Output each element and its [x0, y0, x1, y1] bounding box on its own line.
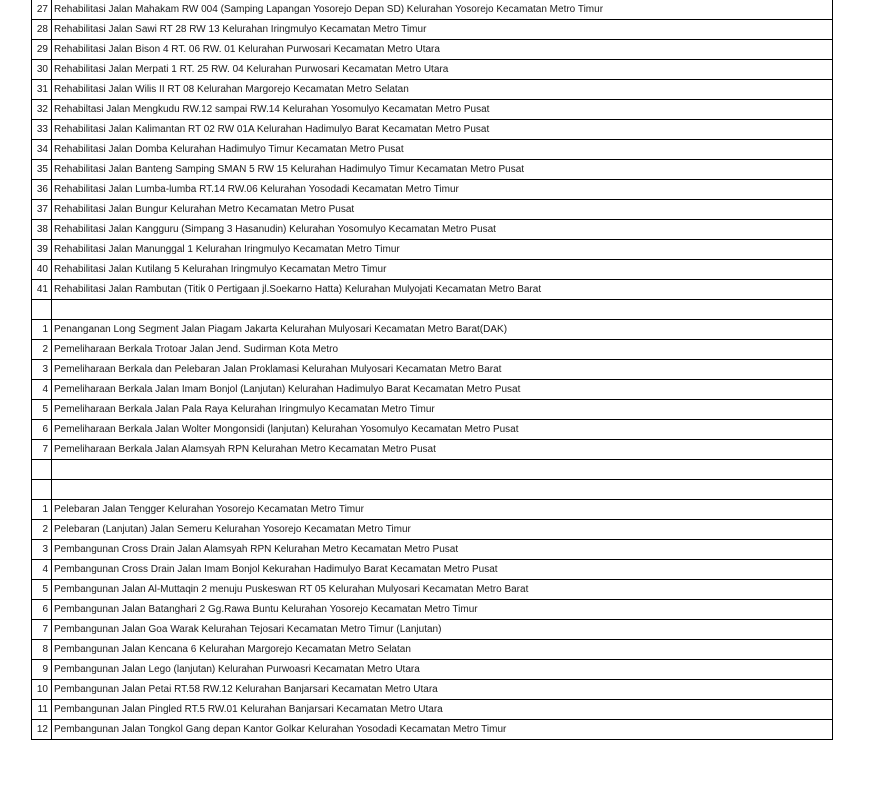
row-number: 27 — [32, 0, 52, 20]
table-row — [32, 20, 833, 40]
row-number: 32 — [32, 100, 52, 120]
row-number: 1 — [32, 500, 52, 520]
row-number — [32, 300, 52, 320]
row-number: 35 — [32, 160, 52, 180]
table-row — [32, 260, 833, 280]
row-number: 3 — [32, 360, 52, 380]
row-description: Pembangunan Cross Drain Jalan Alamsyah RPN Kelurahan Metro Kecamatan Metro Pusat — [52, 540, 833, 560]
row-number: 2 — [32, 520, 52, 540]
row-number: 37 — [32, 200, 52, 220]
table-row — [32, 360, 833, 380]
row-description — [52, 460, 833, 480]
table-row-blank — [32, 460, 833, 480]
row-number: 7 — [32, 440, 52, 460]
row-description: Rehabilitasi Jalan Kangguru (Simpang 3 Hasanudin) Kelurahan Yosomulyo Kecamatan Metro Pusat — [52, 220, 833, 240]
row-number — [32, 460, 52, 480]
row-description: Pembangunan Jalan Al-Muttaqin 2 menuju Puskeswan RT 05 Kelurahan Mulyosari Kecamatan Metro Barat — [52, 580, 833, 600]
table-row — [32, 380, 833, 400]
row-description — [52, 480, 833, 500]
row-number: 12 — [32, 720, 52, 740]
row-number: 40 — [32, 260, 52, 280]
row-description: Pembangunan Jalan Batanghari 2 Gg.Rawa Buntu Kelurahan Yosorejo Kecamatan Metro Timur — [52, 600, 833, 620]
row-description: Rehabiltasi Jalan Mengkudu RW.12 sampai RW.14 Kelurahan Yosomulyo Kecamatan Metro Pusat — [52, 100, 833, 120]
row-description: Pemeliharaan Berkala dan Pelebaran Jalan Proklamasi Kelurahan Mulyosari Kecamatan Metro Barat — [52, 360, 833, 380]
table-row — [32, 660, 833, 680]
row-description: Rehabilitasi Jalan Sawi RT 28 RW 13 Kelurahan Iringmulyo Kecamatan Metro Timur — [52, 20, 833, 40]
row-number: 3 — [32, 540, 52, 560]
row-description: Rehabilitasi Jalan Kalimantan RT 02 RW 01A Kelurahan Hadimulyo Barat Kecamatan Metro Pusat — [52, 120, 833, 140]
row-description: Pembangunan Jalan Kencana 6 Kelurahan Margorejo Kecamatan Metro Selatan — [52, 640, 833, 660]
row-number: 33 — [32, 120, 52, 140]
row-number: 5 — [32, 400, 52, 420]
project-table — [31, 0, 833, 740]
row-number: 29 — [32, 40, 52, 60]
row-description — [52, 300, 833, 320]
table-row — [32, 500, 833, 520]
table-row — [32, 600, 833, 620]
row-description: Rehabilitasi Jalan Merpati 1 RT. 25 RW. 04 Kelurahan Purwosari Kecamatan Metro Utara — [52, 60, 833, 80]
row-description: Pembangunan Jalan Tongkol Gang depan Kantor Golkar Kelurahan Yosodadi Kecamatan Metro Timur — [52, 720, 833, 740]
table-row — [32, 680, 833, 700]
row-description: Pemeliharaan Berkala Jalan Imam Bonjol (Lanjutan) Kelurahan Hadimulyo Barat Kecamatan Metro Pusat — [52, 380, 833, 400]
row-number: 11 — [32, 700, 52, 720]
row-description: Pemeliharaan Berkala Jalan Wolter Mongonsidi (lanjutan) Kelurahan Yosomulyo Kecamatan Metro Pusat — [52, 420, 833, 440]
table-row — [32, 40, 833, 60]
row-number: 41 — [32, 280, 52, 300]
row-number: 36 — [32, 180, 52, 200]
row-description: Pemeliharaan Berkala Jalan Pala Raya Kelurahan Iringmulyo Kecamatan Metro Timur — [52, 400, 833, 420]
table-row-blank — [32, 300, 833, 320]
table-row — [32, 420, 833, 440]
table-row — [32, 400, 833, 420]
table-row — [32, 200, 833, 220]
row-description: Penanganan Long Segment Jalan Piagam Jakarta Kelurahan Mulyosari Kecamatan Metro Barat(DAK) — [52, 320, 833, 340]
table-row — [32, 120, 833, 140]
row-description: Pembangunan Jalan Pingled RT.5 RW.01 Kelurahan Banjarsari Kecamatan Metro Utara — [52, 700, 833, 720]
table-row — [32, 60, 833, 80]
table-row — [32, 240, 833, 260]
table-row — [32, 700, 833, 720]
row-number: 10 — [32, 680, 52, 700]
row-number — [32, 480, 52, 500]
row-description: Pembangunan Cross Drain Jalan Imam Bonjol Kekurahan Hadimulyo Barat Kecamatan Metro Pusat — [52, 560, 833, 580]
row-description: Rehabilitasi Jalan Bison 4 RT. 06 RW. 01 Kelurahan Purwosari Kecamatan Metro Utara — [52, 40, 833, 60]
row-number: 4 — [32, 560, 52, 580]
row-number: 8 — [32, 640, 52, 660]
row-number: 34 — [32, 140, 52, 160]
row-description: Pemeliharaan Berkala Jalan Alamsyah RPN Kelurahan Metro Kecamatan Metro Pusat — [52, 440, 833, 460]
table-row — [32, 620, 833, 640]
row-description: Pelebaran (Lanjutan) Jalan Semeru Kelurahan Yosorejo Kecamatan Metro Timur — [52, 520, 833, 540]
row-number: 2 — [32, 340, 52, 360]
row-description: Rehabilitasi Jalan Kutilang 5 Kelurahan Iringmulyo Kecamatan Metro Timur — [52, 260, 833, 280]
table-row — [32, 640, 833, 660]
table-row — [32, 580, 833, 600]
row-description: Rehabilitasi Jalan Banteng Samping SMAN 5 RW 15 Kelurahan Hadimulyo Timur Kecamatan Metro Pusat — [52, 160, 833, 180]
row-number: 9 — [32, 660, 52, 680]
project-table-body — [32, 0, 833, 740]
table-row — [32, 100, 833, 120]
row-description: Pembangunan Jalan Lego (lanjutan) Kelurahan Purwoasri Kecamatan Metro Utara — [52, 660, 833, 680]
row-description: Rehabilitasi Jalan Wilis II RT 08 Kelurahan Margorejo Kecamatan Metro Selatan — [52, 80, 833, 100]
table-row — [32, 220, 833, 240]
row-description: Rehabilitasi Jalan Manunggal 1 Kelurahan Iringmulyo Kecamatan Metro Timur — [52, 240, 833, 260]
row-number: 30 — [32, 60, 52, 80]
row-description: Pelebaran Jalan Tengger Kelurahan Yosorejo Kecamatan Metro Timur — [52, 500, 833, 520]
table-row — [32, 340, 833, 360]
table-row — [32, 180, 833, 200]
table-row — [32, 720, 833, 740]
table-row — [32, 140, 833, 160]
table-row — [32, 540, 833, 560]
table-row — [32, 560, 833, 580]
row-description: Rehabilitasi Jalan Domba Kelurahan Hadimulyo Timur Kecamatan Metro Pusat — [52, 140, 833, 160]
row-description: Rehabilitasi Jalan Bungur Kelurahan Metro Kecamatan Metro Pusat — [52, 200, 833, 220]
row-description: Pemeliharaan Berkala Trotoar Jalan Jend. Sudirman Kota Metro — [52, 340, 833, 360]
table-row — [32, 320, 833, 340]
row-number: 31 — [32, 80, 52, 100]
table-row — [32, 0, 833, 20]
table-row — [32, 280, 833, 300]
document-sheet — [31, 0, 833, 740]
row-description: Rehabilitasi Jalan Mahakam RW 004 (Samping Lapangan Yosorejo Depan SD) Kelurahan Yosorejo Kecamatan Metro Timur — [52, 0, 833, 20]
row-description: Pembangunan Jalan Goa Warak Kelurahan Tejosari Kecamatan Metro Timur (Lanjutan) — [52, 620, 833, 640]
row-number: 28 — [32, 20, 52, 40]
row-number: 6 — [32, 600, 52, 620]
table-row — [32, 520, 833, 540]
table-row-blank — [32, 480, 833, 500]
row-number: 39 — [32, 240, 52, 260]
row-number: 38 — [32, 220, 52, 240]
table-row — [32, 160, 833, 180]
row-description: Rehabilitasi Jalan Lumba-lumba RT.14 RW.06 Kelurahan Yosodadi Kecamatan Metro Timur — [52, 180, 833, 200]
row-description: Pembangunan Jalan Petai RT.58 RW.12 Kelurahan Banjarsari Kecamatan Metro Utara — [52, 680, 833, 700]
table-row — [32, 80, 833, 100]
row-description: Rehabilitasi Jalan Rambutan (Titik 0 Pertigaan jl.Soekarno Hatta) Kelurahan Mulyojati Kecamatan Metro Barat — [52, 280, 833, 300]
row-number: 5 — [32, 580, 52, 600]
row-number: 7 — [32, 620, 52, 640]
row-number: 1 — [32, 320, 52, 340]
row-number: 4 — [32, 380, 52, 400]
row-number: 6 — [32, 420, 52, 440]
table-row — [32, 440, 833, 460]
